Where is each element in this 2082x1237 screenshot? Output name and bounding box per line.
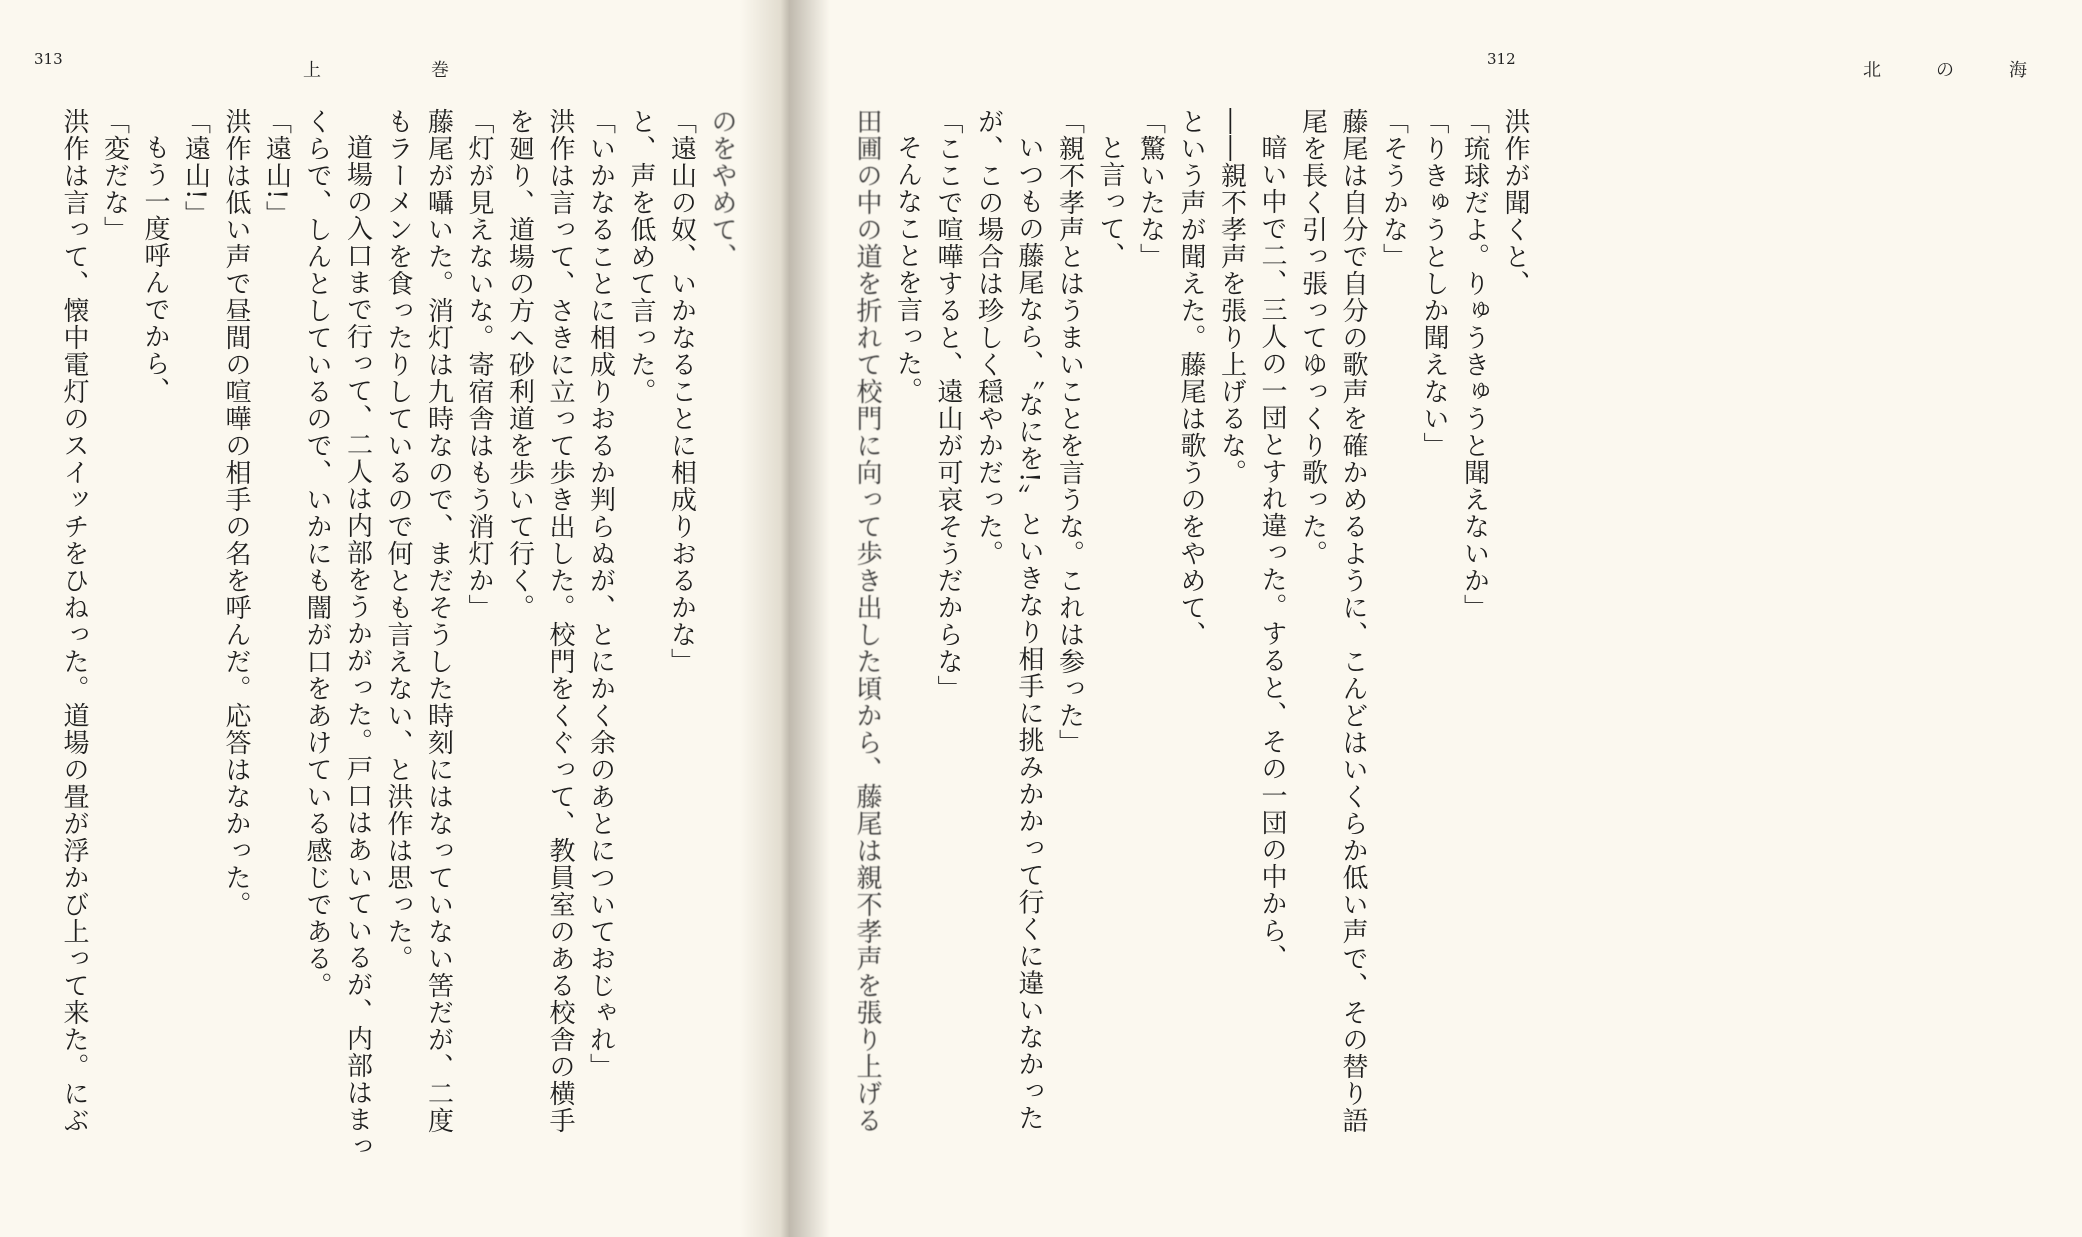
text-line: 洪作は低い声で昼間の喧嘩の相手の名を呼んだ。応答はなかった。 bbox=[221, 108, 251, 918]
left-page-text bbox=[22, 108, 742, 1168]
text-line: が、この場合は珍しく穏やかだった。 bbox=[973, 108, 1004, 567]
text-line: ――親不孝声を張り上げるな。 bbox=[1216, 108, 1247, 486]
right-page-text bbox=[800, 108, 1535, 1168]
text-line: のをやめて、 bbox=[707, 108, 737, 270]
text-line: 「琉球だよ。りゅうきゅうと聞えないか」 bbox=[1459, 108, 1490, 621]
text-line: を廻り、道場の方へ砂利道を歩いて行く。 bbox=[504, 108, 535, 621]
text-line: 「りきゅうとしか聞えない」 bbox=[1419, 108, 1449, 459]
text-line: 「遠山!」 bbox=[180, 108, 211, 228]
running-head-left: 上巻 bbox=[303, 60, 559, 81]
text-line: 「いかなることに相成りおるか判らぬが、とにかく余のあとについておじゃれ」 bbox=[585, 108, 616, 1080]
text-line: と、声を低めて言った。 bbox=[626, 108, 656, 405]
text-line: もう一度呼んでから、 bbox=[140, 134, 170, 404]
text-line: 藤尾は自分で自分の歌声を確かめるように、こんどはいくらか低い声で、その替り語 bbox=[1338, 108, 1368, 1134]
text-line: 暗い中で二、三人の一団とすれ違った。すると、その一団の中から、 bbox=[1257, 134, 1287, 971]
running-head-right: 北の海 bbox=[1863, 60, 2082, 81]
text-line: 尾を長く引っ張ってゆっくり歌った。 bbox=[1297, 108, 1328, 567]
text-line: 「遠山の奴、いかなることに相成りおるかな」 bbox=[666, 108, 697, 675]
text-line: 「遠山!」 bbox=[261, 108, 292, 228]
text-line: そんなことを言った。 bbox=[892, 134, 923, 404]
text-line: 藤尾が囁いた。消灯は九時なので、まだそうした時刻にはなっていない筈だが、二度 bbox=[423, 108, 454, 1134]
text-line: 「灯が見えないな。寄宿舎はもう消灯か」 bbox=[464, 108, 494, 621]
text-line: いつもの藤尾なら、〝なにを!〟といきなり相手に挑みかかって行くに違いなかった bbox=[1014, 134, 1044, 1132]
text-line: 「ここで喧嘩すると、遠山が可哀そうだからな」 bbox=[933, 108, 963, 702]
text-line: と言って、 bbox=[1095, 134, 1125, 269]
page-number-right: 312 bbox=[1487, 50, 1516, 68]
text-line: 洪作は言って、さきに立って歩き出した。校門をくぐって、教員室のある校舎の横手 bbox=[545, 108, 575, 1134]
text-line: 「親不孝声とはうまいことを言うな。これは参った」 bbox=[1054, 108, 1085, 756]
text-line: 洪作は言って、懐中電灯のスイッチをひねった。道場の畳が浮かび上って来た。にぶ bbox=[59, 108, 89, 1134]
text-line: くらで、しんとしているので、いかにも闇が口をあけている感じである。 bbox=[302, 108, 332, 999]
text-line: 洪作が聞くと、 bbox=[1500, 108, 1530, 297]
text-line: もラーメンを食ったりしているので何とも言えない、と洪作は思った。 bbox=[383, 108, 413, 972]
text-line: 「驚いたな」 bbox=[1135, 108, 1166, 270]
text-line: 「変だな」 bbox=[99, 108, 130, 243]
text-line: 田圃の中の道を折れて校門に向って歩き出した頃から、藤尾は親不孝声を張り上げる bbox=[852, 108, 882, 1134]
text-line: 「そうかな」 bbox=[1378, 108, 1409, 270]
page-number-left: 313 bbox=[34, 50, 63, 68]
left-page bbox=[0, 0, 780, 1237]
text-line: 道場の入口まで行って、二人は内部をうかがった。戸口はあいているが、内部はまっ bbox=[342, 134, 373, 1160]
text-line: という声が聞えた。藤尾は歌うのをやめて、 bbox=[1176, 108, 1206, 648]
